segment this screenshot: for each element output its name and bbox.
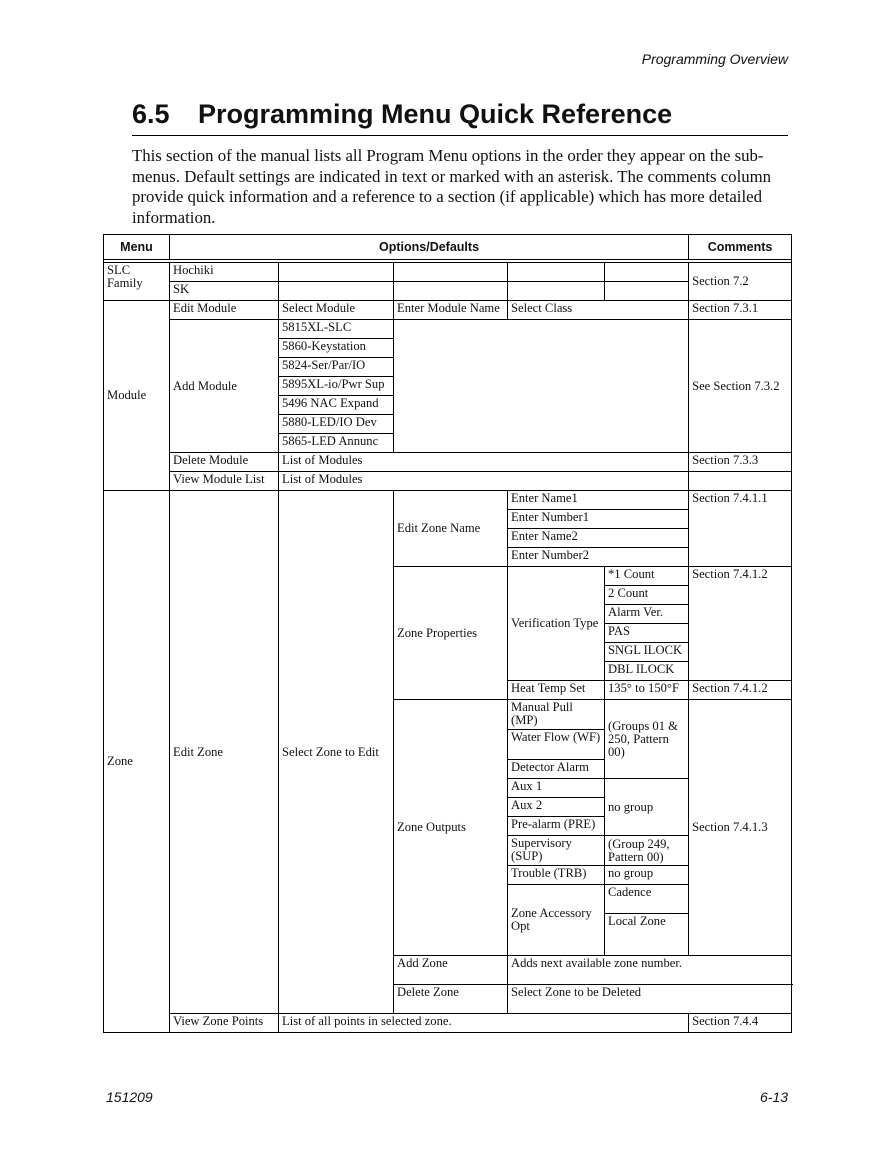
section-title-text: Programming Menu Quick Reference (198, 99, 673, 129)
header-menu: Menu (104, 235, 170, 260)
table-row (104, 301, 792, 320)
module-type: 5815XL-SLC (279, 320, 394, 339)
comment-edit-zone-name: Section 7.4.1.1 (689, 491, 792, 567)
select-class: Select Class (508, 301, 689, 320)
output-group: (Group 249, Pattern 00) (605, 836, 689, 866)
delete-module: Delete Module (170, 453, 279, 472)
zone-outputs: Zone Outputs (394, 700, 508, 956)
table-row (104, 491, 792, 510)
add-module: Add Module (170, 320, 279, 453)
zone-name-item: Enter Number1 (508, 510, 689, 529)
zone-name-item: Enter Number2 (508, 548, 689, 567)
zone-output-item: Supervisory (SUP) (508, 836, 605, 866)
add-zone-option: Adds next available zone number. (508, 956, 792, 985)
section-title (132, 96, 788, 136)
delete-zone-option: Select Zone to be Deleted (508, 985, 792, 1014)
header-comments: Comments (689, 235, 792, 260)
quick-reference-table (103, 234, 792, 1033)
verification-option: *1 Count (605, 567, 689, 586)
table-row (104, 320, 792, 339)
option-sk: SK (170, 282, 279, 301)
zone-output-item: Aux 1 (508, 779, 605, 798)
page-number: 6-13 (759, 1089, 788, 1105)
zone-output-item: Manual Pull (MP) (508, 700, 605, 730)
verification-option: Alarm Ver. (605, 605, 689, 624)
enter-module-name: Enter Module Name (394, 301, 508, 320)
edit-module: Edit Module (170, 301, 279, 320)
delete-zone: Delete Zone (394, 985, 508, 1014)
zone-properties: Zone Properties (394, 567, 508, 700)
comment-zone-properties: Section 7.4.1.2 (689, 567, 792, 681)
module-type: 5880-LED/IO Dev (279, 415, 394, 434)
select-zone-to-edit: Select Zone to Edit (279, 491, 394, 1014)
output-group: no group (605, 779, 689, 836)
table-row (104, 1014, 792, 1033)
document-number: 151209 (106, 1089, 153, 1105)
section-number: 6.5 (132, 99, 170, 129)
select-module: Select Module (279, 301, 394, 320)
verification-option: SNGL ILOCK (605, 643, 689, 662)
comment-delete-module: Section 7.3.3 (689, 453, 792, 472)
zone-name-item: Enter Name2 (508, 529, 689, 548)
zone-output-item: Trouble (TRB) (508, 866, 605, 885)
edit-zone: Edit Zone (170, 491, 279, 1014)
output-group: (Groups 01 & 250, Pattern 00) (605, 700, 689, 779)
comment-zone-outputs: Section 7.4.1.3 (689, 700, 792, 956)
edit-zone-name: Edit Zone Name (394, 491, 508, 567)
table-row (104, 282, 792, 301)
menu-module: Module (104, 301, 170, 491)
table-row (104, 472, 792, 491)
cadence: Cadence (605, 885, 689, 914)
verification-option: PAS (605, 624, 689, 643)
view-module-list: View Module List (170, 472, 279, 491)
heat-temp-range: 135° to 150°F (605, 681, 689, 700)
module-type: 5895XL-io/Pwr Sup (279, 377, 394, 396)
zone-output-item: Pre-alarm (PRE) (508, 817, 605, 836)
zone-output-item: Aux 2 (508, 798, 605, 817)
table-row (104, 453, 792, 472)
menu-zone: Zone (104, 491, 170, 1033)
view-zone-points-option: List of all points in selected zone. (279, 1014, 689, 1033)
header-options: Options/Defaults (170, 235, 689, 260)
list-of-modules: List of Modules (279, 472, 689, 491)
add-zone: Add Zone (394, 956, 508, 985)
option-hochiki: Hochiki (170, 263, 279, 282)
local-zone: Local Zone (605, 914, 689, 956)
view-zone-points: View Zone Points (170, 1014, 279, 1033)
verification-option: 2 Count (605, 586, 689, 605)
module-type: 5860-Keystation (279, 339, 394, 358)
verification-option: DBL ILOCK (605, 662, 689, 681)
comment-slc: Section 7.2 (689, 263, 792, 301)
zone-accessory-opt: Zone Accessory Opt (508, 885, 605, 956)
output-group: no group (605, 866, 689, 885)
menu-slc-family: SLC Family (104, 263, 170, 301)
table-row (104, 263, 792, 282)
verification-type: Verification Type (508, 567, 605, 681)
comment-add-module: See Section 7.3.2 (689, 320, 792, 453)
module-type: 5824-Ser/Par/IO (279, 358, 394, 377)
zone-name-item: Enter Name1 (508, 491, 689, 510)
zone-output-item: Detector Alarm (508, 760, 605, 779)
intro-paragraph: This section of the manual lists all Program Menu options in the order they appear on the sub-menus. Default settings are indicated in text or marked with an asterisk. The comments column provide quick information and a reference to a section (if applicable) which has more detailed information. (132, 146, 772, 227)
comment-edit-module: Section 7.3.1 (689, 301, 792, 320)
running-header: Programming Overview (641, 51, 788, 67)
module-type: 5496 NAC Expand (279, 396, 394, 415)
zone-output-item: Water Flow (WF) (508, 730, 605, 760)
comment-view-zone-points: Section 7.4.4 (689, 1014, 792, 1033)
heat-temp-set: Heat Temp Set (508, 681, 605, 700)
list-of-modules: List of Modules (279, 453, 689, 472)
comment-heat-temp: Section 7.4.1.2 (689, 681, 792, 700)
module-type: 5865-LED Annunc (279, 434, 394, 453)
